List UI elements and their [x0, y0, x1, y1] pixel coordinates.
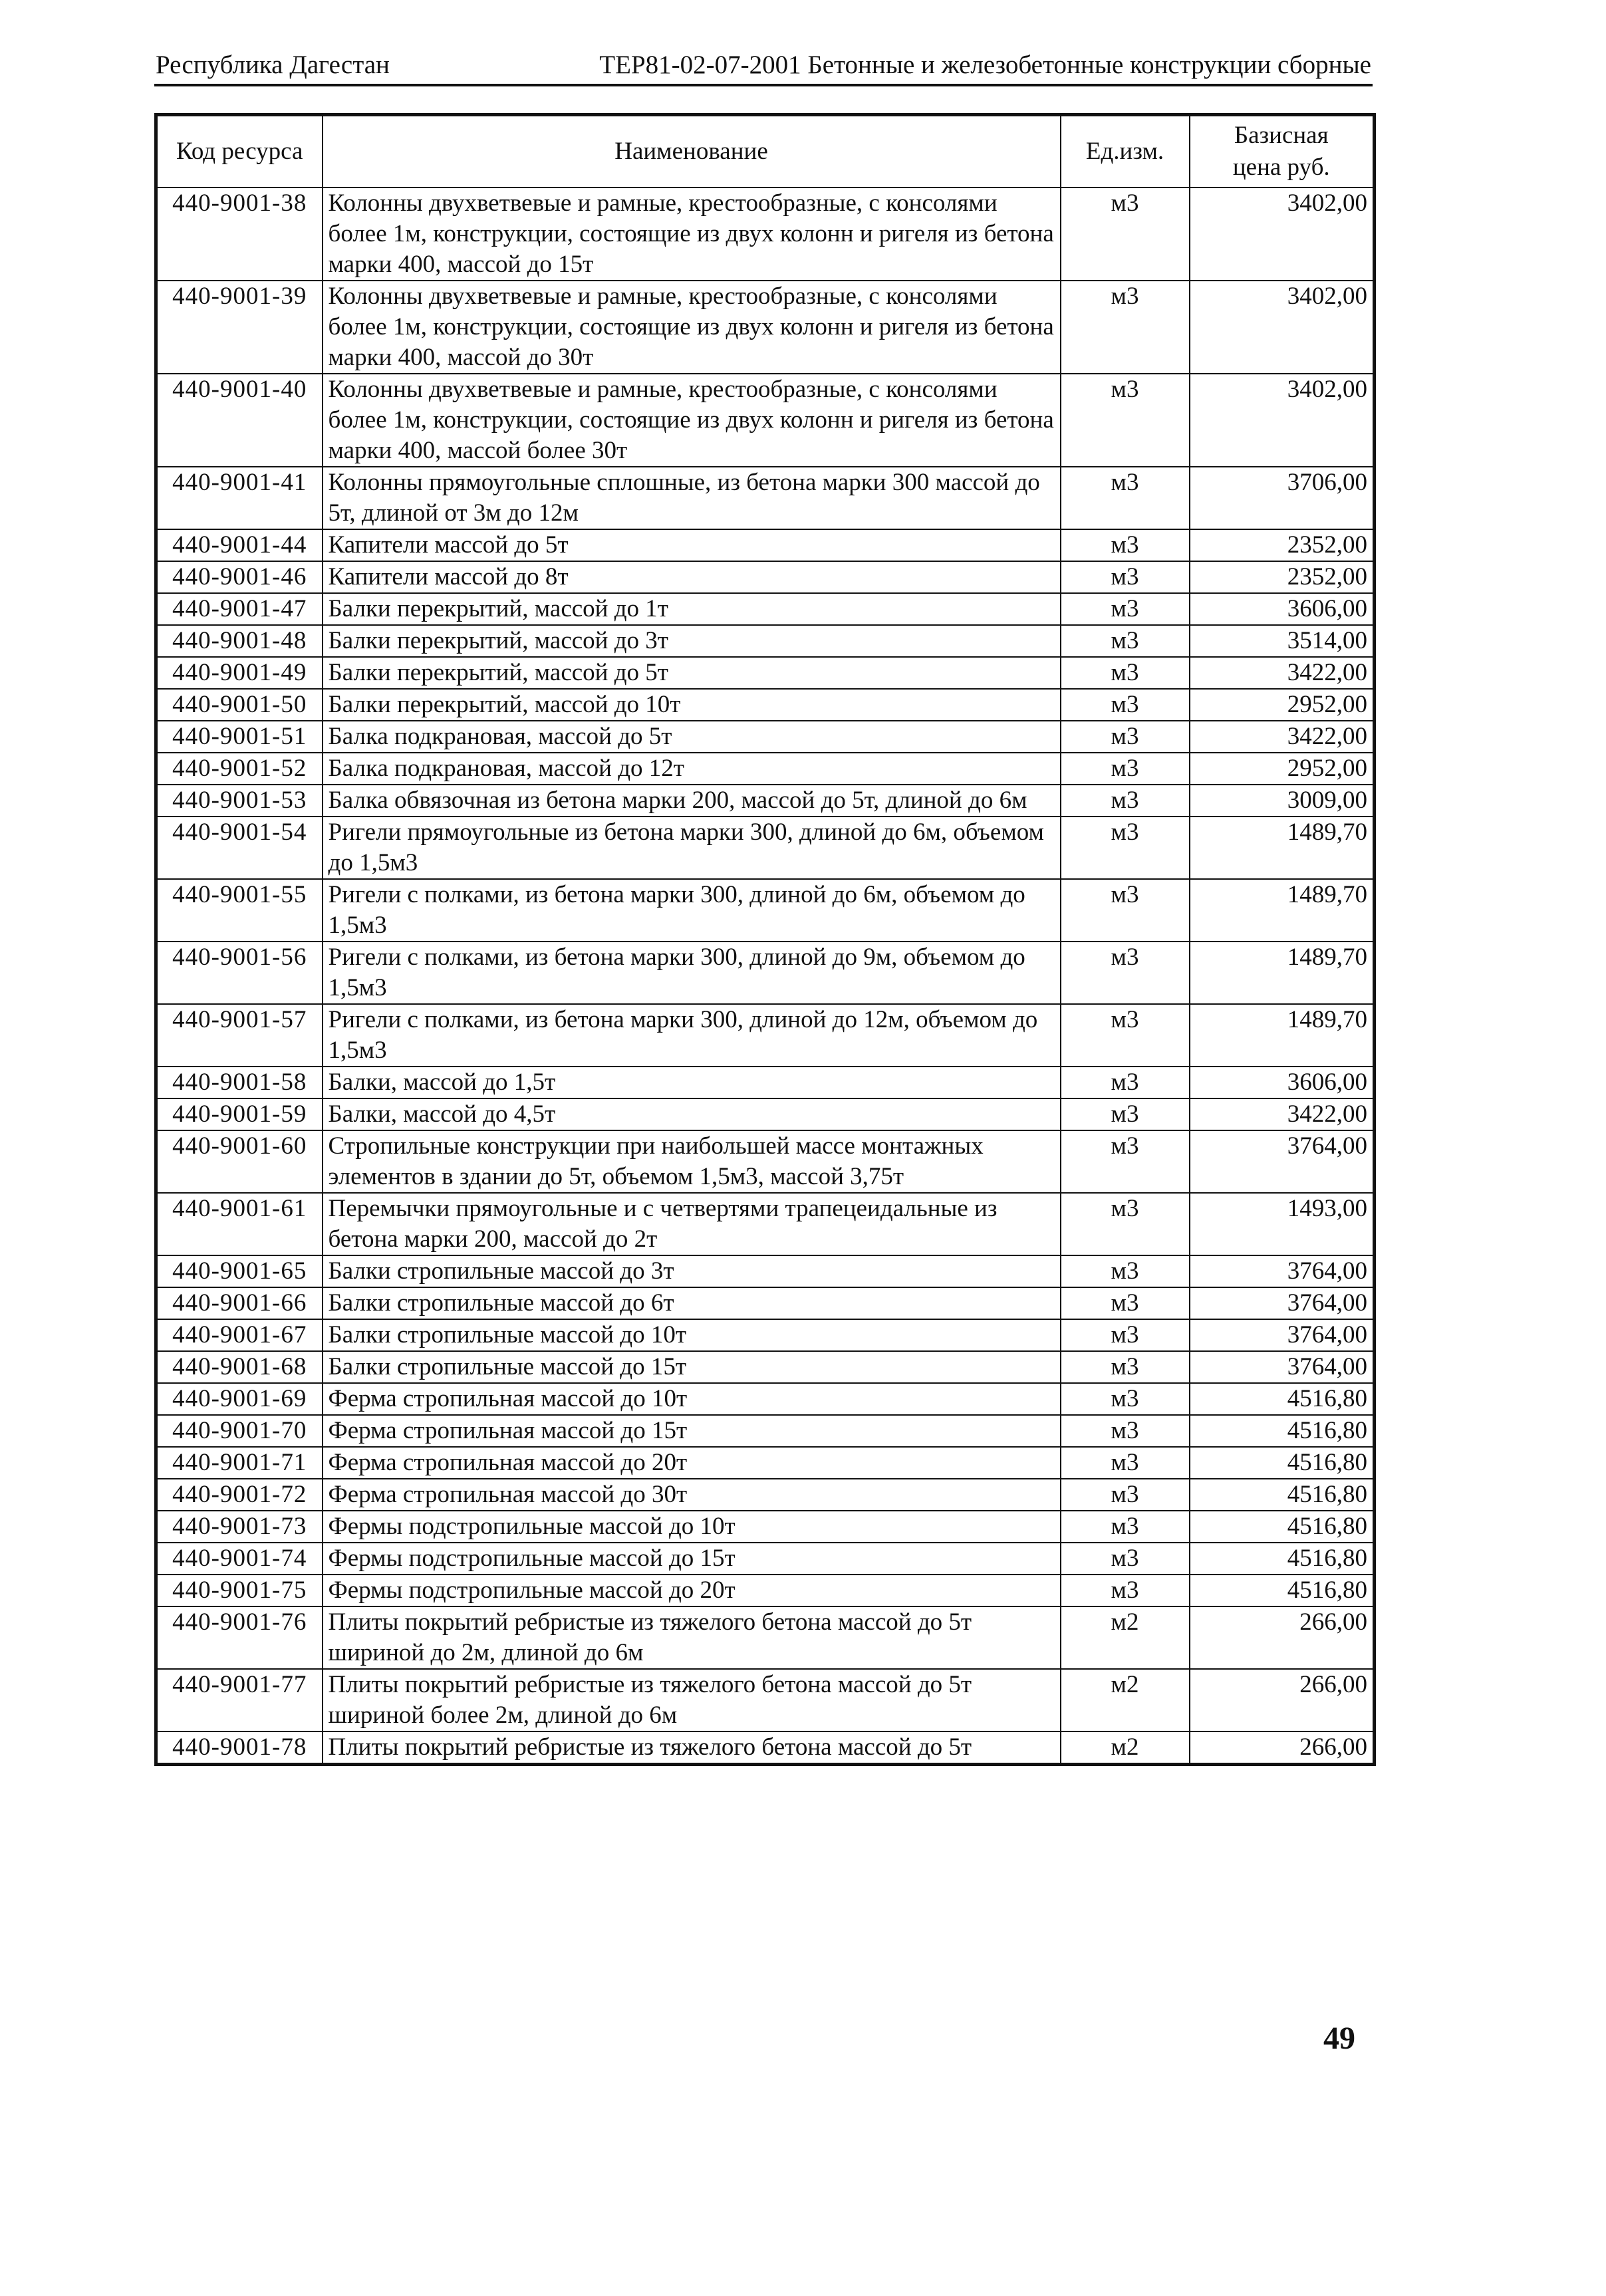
cell-price: 3764,00 [1190, 1287, 1375, 1319]
table-row [156, 1351, 1375, 1383]
cell-name: Колонны двухветвевые и рамные, крестообразные, с консолями более 1м, конструкции, состоящие из двух колонн и ригеля из бетона марки 400, массой до 30т [323, 281, 1061, 374]
cell-unit: м3 [1061, 188, 1190, 281]
table-row [156, 1193, 1375, 1255]
cell-price: 3422,00 [1190, 657, 1375, 689]
cell-price: 3422,00 [1190, 721, 1375, 753]
cell-unit: м3 [1061, 1193, 1190, 1255]
cell-code: 440-9001-61 [156, 1193, 323, 1255]
cell-code: 440-9001-53 [156, 785, 323, 817]
page-number: 49 [1323, 2021, 1355, 2056]
table-row [156, 753, 1375, 785]
table-row [156, 1669, 1375, 1731]
cell-name: Ферма стропильная массой до 10т [323, 1383, 1061, 1415]
cell-code: 440-9001-51 [156, 721, 323, 753]
table-row [156, 529, 1375, 561]
cell-name: Капители массой до 8т [323, 561, 1061, 593]
cell-unit: м3 [1061, 753, 1190, 785]
cell-code: 440-9001-55 [156, 879, 323, 942]
page-header [154, 51, 1373, 86]
cell-code: 440-9001-57 [156, 1004, 323, 1067]
cell-unit: м3 [1061, 1447, 1190, 1479]
cell-name: Фермы подстропильные массой до 15т [323, 1543, 1061, 1575]
column-header-price: Базисная цена руб. [1190, 115, 1375, 188]
cell-unit: м3 [1061, 689, 1190, 721]
cell-price: 3764,00 [1190, 1130, 1375, 1193]
cell-unit: м2 [1061, 1731, 1190, 1765]
cell-code: 440-9001-71 [156, 1447, 323, 1479]
cell-code: 440-9001-46 [156, 561, 323, 593]
cell-name: Ригели с полками, из бетона марки 300, длиной до 9м, объемом до 1,5м3 [323, 942, 1061, 1004]
table-header-row [156, 115, 1375, 188]
cell-code: 440-9001-78 [156, 1731, 323, 1765]
cell-unit: м3 [1061, 657, 1190, 689]
cell-price: 4516,80 [1190, 1575, 1375, 1606]
cell-code: 440-9001-56 [156, 942, 323, 1004]
table-row [156, 1511, 1375, 1543]
cell-price: 1489,70 [1190, 817, 1375, 879]
column-header-unit: Ед.изм. [1061, 115, 1190, 188]
cell-name: Плиты покрытий ребристые из тяжелого бетона массой до 5т шириной до 2м, длиной до 6м [323, 1606, 1061, 1669]
cell-code: 440-9001-58 [156, 1067, 323, 1098]
cell-unit: м3 [1061, 529, 1190, 561]
table-row [156, 1447, 1375, 1479]
table-row [156, 1479, 1375, 1511]
cell-price: 266,00 [1190, 1606, 1375, 1669]
cell-unit: м3 [1061, 942, 1190, 1004]
cell-name: Ферма стропильная массой до 30т [323, 1479, 1061, 1511]
cell-name: Фермы подстропильные массой до 10т [323, 1511, 1061, 1543]
cell-price: 4516,80 [1190, 1479, 1375, 1511]
table-row [156, 467, 1375, 529]
cell-unit: м3 [1061, 1383, 1190, 1415]
cell-name: Ферма стропильная массой до 15т [323, 1415, 1061, 1447]
table-row [156, 281, 1375, 374]
table-row [156, 1383, 1375, 1415]
table-row [156, 1606, 1375, 1669]
cell-name: Ригели с полками, из бетона марки 300, длиной до 12м, объемом до 1,5м3 [323, 1004, 1061, 1067]
cell-unit: м3 [1061, 1287, 1190, 1319]
cell-unit: м2 [1061, 1606, 1190, 1669]
cell-name: Капители массой до 5т [323, 529, 1061, 561]
cell-code: 440-9001-75 [156, 1575, 323, 1606]
cell-name: Балка подкрановая, массой до 5т [323, 721, 1061, 753]
table-row [156, 374, 1375, 467]
cell-unit: м3 [1061, 1319, 1190, 1351]
cell-unit: м3 [1061, 1255, 1190, 1287]
cell-unit: м3 [1061, 374, 1190, 467]
cell-unit: м3 [1061, 1130, 1190, 1193]
cell-name: Балки перекрытий, массой до 1т [323, 593, 1061, 625]
cell-price: 3402,00 [1190, 188, 1375, 281]
cell-price: 1493,00 [1190, 1193, 1375, 1255]
cell-price: 4516,80 [1190, 1447, 1375, 1479]
cell-unit: м3 [1061, 1351, 1190, 1383]
cell-unit: м3 [1061, 1575, 1190, 1606]
cell-code: 440-9001-54 [156, 817, 323, 879]
cell-name: Балки, массой до 1,5т [323, 1067, 1061, 1098]
cell-name: Балки, массой до 4,5т [323, 1098, 1061, 1130]
table-row [156, 1004, 1375, 1067]
table-row [156, 625, 1375, 657]
cell-name: Балки перекрытий, массой до 3т [323, 625, 1061, 657]
price-table [154, 113, 1376, 1766]
cell-code: 440-9001-49 [156, 657, 323, 689]
cell-name: Колонны прямоугольные сплошные, из бетона марки 300 массой до 5т, длиной от 3м до 12м [323, 467, 1061, 529]
cell-price: 2352,00 [1190, 529, 1375, 561]
cell-name: Колонны двухветвевые и рамные, крестообразные, с консолями более 1м, конструкции, состоящие из двух колонн и ригеля из бетона марки 400, массой более 30т [323, 374, 1061, 467]
cell-name: Балка обвязочная из бетона марки 200, массой до 5т, длиной до 6м [323, 785, 1061, 817]
cell-unit: м3 [1061, 785, 1190, 817]
cell-code: 440-9001-40 [156, 374, 323, 467]
cell-unit: м3 [1061, 879, 1190, 942]
cell-unit: м3 [1061, 1511, 1190, 1543]
cell-unit: м3 [1061, 1479, 1190, 1511]
table-row [156, 721, 1375, 753]
cell-code: 440-9001-70 [156, 1415, 323, 1447]
cell-price: 4516,80 [1190, 1415, 1375, 1447]
cell-name: Балки стропильные массой до 15т [323, 1351, 1061, 1383]
cell-price: 3764,00 [1190, 1255, 1375, 1287]
cell-name: Балки стропильные массой до 6т [323, 1287, 1061, 1319]
cell-unit: м3 [1061, 1415, 1190, 1447]
cell-price: 3706,00 [1190, 467, 1375, 529]
cell-price: 3606,00 [1190, 593, 1375, 625]
cell-price: 3402,00 [1190, 281, 1375, 374]
cell-code: 440-9001-41 [156, 467, 323, 529]
cell-name: Балка подкрановая, массой до 12т [323, 753, 1061, 785]
cell-price: 2952,00 [1190, 753, 1375, 785]
cell-unit: м3 [1061, 467, 1190, 529]
table-row [156, 1575, 1375, 1606]
table-row [156, 1255, 1375, 1287]
cell-code: 440-9001-52 [156, 753, 323, 785]
cell-price: 4516,80 [1190, 1543, 1375, 1575]
cell-price: 3514,00 [1190, 625, 1375, 657]
cell-unit: м3 [1061, 561, 1190, 593]
cell-code: 440-9001-44 [156, 529, 323, 561]
cell-unit: м3 [1061, 593, 1190, 625]
cell-price: 4516,80 [1190, 1383, 1375, 1415]
table-row [156, 1319, 1375, 1351]
cell-code: 440-9001-68 [156, 1351, 323, 1383]
cell-code: 440-9001-59 [156, 1098, 323, 1130]
table-row [156, 1731, 1375, 1765]
cell-price: 3402,00 [1190, 374, 1375, 467]
cell-code: 440-9001-50 [156, 689, 323, 721]
header-region: Республика Дагестан [156, 51, 390, 79]
cell-code: 440-9001-39 [156, 281, 323, 374]
cell-unit: м3 [1061, 1543, 1190, 1575]
table-row [156, 817, 1375, 879]
table-row [156, 1415, 1375, 1447]
cell-unit: м3 [1061, 817, 1190, 879]
column-header-name: Наименование [323, 115, 1061, 188]
cell-unit: м3 [1061, 1067, 1190, 1098]
cell-price: 266,00 [1190, 1669, 1375, 1731]
table-row [156, 593, 1375, 625]
table-row [156, 1130, 1375, 1193]
cell-price: 1489,70 [1190, 942, 1375, 1004]
cell-name: Колонны двухветвевые и рамные, крестообразные, с консолями более 1м, конструкции, состоящие из двух колонн и ригеля из бетона марки 400, массой до 15т [323, 188, 1061, 281]
table-row [156, 1067, 1375, 1098]
cell-code: 440-9001-72 [156, 1479, 323, 1511]
cell-code: 440-9001-73 [156, 1511, 323, 1543]
cell-name: Стропильные конструкции при наибольшей массе монтажных элементов в здании до 5т, объемом 1,5м3, массой 3,75т [323, 1130, 1061, 1193]
table-row [156, 561, 1375, 593]
cell-name: Балки перекрытий, массой до 5т [323, 657, 1061, 689]
cell-code: 440-9001-47 [156, 593, 323, 625]
cell-unit: м3 [1061, 625, 1190, 657]
cell-price: 266,00 [1190, 1731, 1375, 1765]
table-row [156, 879, 1375, 942]
cell-price: 2952,00 [1190, 689, 1375, 721]
cell-name: Плиты покрытий ребристые из тяжелого бетона массой до 5т шириной более 2м, длиной до 6м [323, 1669, 1061, 1731]
cell-code: 440-9001-76 [156, 1606, 323, 1669]
table-row [156, 689, 1375, 721]
cell-name: Плиты покрытий ребристые из тяжелого бетона массой до 5т [323, 1731, 1061, 1765]
cell-price: 1489,70 [1190, 1004, 1375, 1067]
cell-price: 3764,00 [1190, 1351, 1375, 1383]
table-row [156, 942, 1375, 1004]
cell-code: 440-9001-69 [156, 1383, 323, 1415]
cell-code: 440-9001-67 [156, 1319, 323, 1351]
cell-unit: м2 [1061, 1669, 1190, 1731]
cell-code: 440-9001-48 [156, 625, 323, 657]
cell-price: 3606,00 [1190, 1067, 1375, 1098]
cell-price: 4516,80 [1190, 1511, 1375, 1543]
cell-name: Ригели прямоугольные из бетона марки 300, длиной до 6м, объемом до 1,5м3 [323, 817, 1061, 879]
cell-name: Балки стропильные массой до 10т [323, 1319, 1061, 1351]
table-row [156, 1543, 1375, 1575]
cell-unit: м3 [1061, 721, 1190, 753]
cell-name: Ригели с полками, из бетона марки 300, длиной до 6м, объемом до 1,5м3 [323, 879, 1061, 942]
cell-name: Ферма стропильная массой до 20т [323, 1447, 1061, 1479]
cell-unit: м3 [1061, 1004, 1190, 1067]
cell-name: Балки стропильные массой до 3т [323, 1255, 1061, 1287]
cell-price: 1489,70 [1190, 879, 1375, 942]
cell-code: 440-9001-74 [156, 1543, 323, 1575]
cell-name: Перемычки прямоугольные и с четвертями трапецеидальные из бетона марки 200, массой до 2т [323, 1193, 1061, 1255]
cell-name: Балки перекрытий, массой до 10т [323, 689, 1061, 721]
column-header-code: Код ресурса [156, 115, 323, 188]
table-row [156, 1098, 1375, 1130]
table-row [156, 1287, 1375, 1319]
cell-price: 3009,00 [1190, 785, 1375, 817]
cell-name: Фермы подстропильные массой до 20т [323, 1575, 1061, 1606]
cell-price: 3422,00 [1190, 1098, 1375, 1130]
cell-unit: м3 [1061, 281, 1190, 374]
cell-code: 440-9001-77 [156, 1669, 323, 1731]
header-document-title: ТЕР81-02-07-2001 Бетонные и железобетонные конструкции сборные [599, 51, 1371, 79]
cell-code: 440-9001-65 [156, 1255, 323, 1287]
cell-code: 440-9001-60 [156, 1130, 323, 1193]
cell-unit: м3 [1061, 1098, 1190, 1130]
cell-price: 2352,00 [1190, 561, 1375, 593]
table-row [156, 785, 1375, 817]
table-row [156, 657, 1375, 689]
cell-price: 3764,00 [1190, 1319, 1375, 1351]
cell-code: 440-9001-38 [156, 188, 323, 281]
table-row [156, 188, 1375, 281]
cell-code: 440-9001-66 [156, 1287, 323, 1319]
table-body [156, 188, 1375, 1765]
